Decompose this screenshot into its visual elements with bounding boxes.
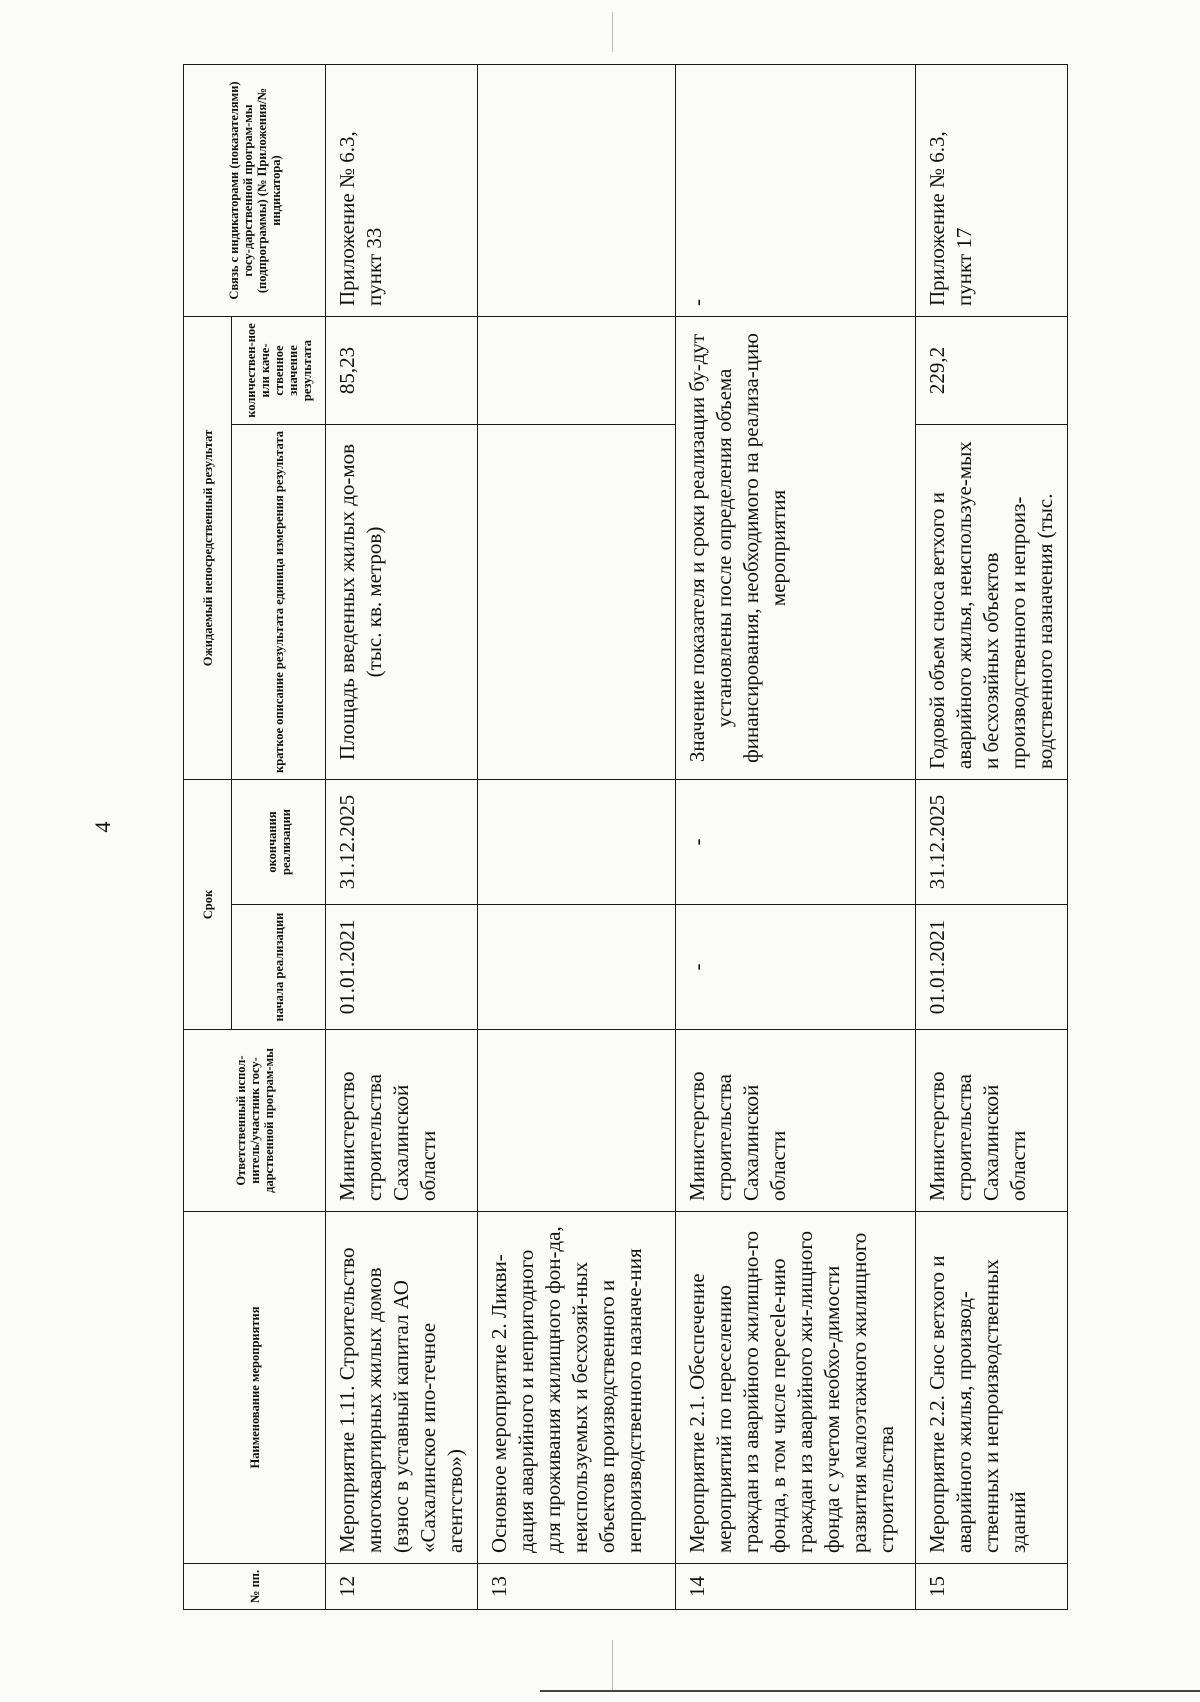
header-period: Срок: [184, 780, 232, 1030]
row-result-desc: Площадь введенных жилых до-мов (тыс. кв. метров): [326, 425, 478, 780]
row-end: 31.12.2025: [916, 780, 1068, 905]
header-name: Наименование мероприятия: [184, 1212, 326, 1564]
table-row: [676, 65, 916, 1610]
header-result-value: количествен-ное или каче-ственное значение результата: [232, 317, 326, 425]
scan-edge: [540, 1690, 1200, 1692]
header-period-start: начала реализации: [232, 905, 326, 1030]
row-link: [478, 65, 676, 317]
row-result-merged: Значение показателя и сроки реализации бу-дут установлены после определения объема финансирования, необходимого на реализа-цию мероприятия: [676, 317, 916, 780]
row-start: 01.01.2021: [326, 905, 478, 1030]
row-num: 12: [326, 1564, 478, 1610]
row-name: Основное мероприятие 2. Ликви-дация аварийного и непригодного для проживания жилищного фон-да, неиспользуемых и бесхозяй-ных объектов производственного и непроизводственного назначе-ния: [478, 1212, 676, 1564]
rotated-table-container: [183, 65, 1060, 1610]
row-result-desc: Годовой объем сноса ветхого и аварийного жилья, неиспользуе-мых и бесхозяйных объектов производственного и непроиз-водственного назначения (тыс.: [916, 425, 1068, 780]
row-num: 15: [916, 1564, 1068, 1610]
header-result: Ожидаемый непосредственный результат: [184, 317, 232, 780]
row-executor: Министерство строительства Сахалинской области: [676, 1030, 916, 1212]
row-result-value: 85,23: [326, 317, 478, 425]
row-end: 31.12.2025: [326, 780, 478, 905]
header-result-desc: краткое описание результата единица измерения результата: [232, 425, 326, 780]
scan-mark: [612, 12, 613, 52]
header-link: Связь с индикаторами (показателями) госу-дарственной програм-мы (подпрограммы) (№ Приложения/№ индикатора): [184, 65, 326, 317]
row-name: Мероприятие 2.1. Обеспечение мероприятий по переселению граждан из аварийного жилищно-го фонда, в том числе пересele-нию граждан из аварийного жи-лищного фонда с учетом необхо-димости развития малоэтажного жилищного строительства: [676, 1212, 916, 1564]
row-end: [478, 780, 676, 905]
page-number: 4: [90, 821, 115, 833]
row-start: [478, 905, 676, 1030]
row-link-dash: -: [685, 299, 709, 306]
row-executor: [478, 1030, 676, 1212]
row-executor: Министерство строительства Сахалинской области: [326, 1030, 478, 1212]
header-period-end: окончания реализации: [232, 780, 326, 905]
row-num: 13: [478, 1564, 676, 1610]
scan-mark: [612, 1640, 613, 1690]
row-start: [676, 905, 916, 1030]
row-num: 14: [676, 1564, 916, 1610]
row-executor: Министерство строительства Сахалинской области: [916, 1030, 1068, 1212]
activities-table: [183, 64, 1068, 1610]
row-link: Приложение № 6.3, пункт 17: [916, 65, 1068, 317]
row-start: 01.01.2021: [916, 905, 1068, 1030]
row-end: [676, 780, 916, 905]
header-row-1: [184, 65, 232, 1610]
table-row: [326, 65, 478, 1610]
table-row: [478, 65, 676, 1610]
row-name: Мероприятие 2.2. Снос ветхого и аварийного жилья, производ-ственных и непроизводственных зданий: [916, 1212, 1068, 1564]
row-end-dash: -: [685, 838, 709, 846]
row-link: Приложение № 6.3, пункт 33: [326, 65, 478, 317]
row-result-value: 229,2: [916, 317, 1068, 425]
row-start-dash: -: [685, 963, 709, 971]
header-executor: Ответственный испол-нитель/участник госу-дарственной програм-мы: [184, 1030, 326, 1212]
row-link: [676, 65, 916, 317]
row-result-desc: [478, 425, 676, 780]
header-num: № пп.: [184, 1564, 326, 1610]
row-result-value: [478, 317, 676, 425]
row-name: Мероприятие 1.11. Строительство многоквартирных жилых домов (взнос в уставный капитал АО «Сахалинское ипо-течное агентство»): [326, 1212, 478, 1564]
table-row: [916, 65, 1068, 1610]
